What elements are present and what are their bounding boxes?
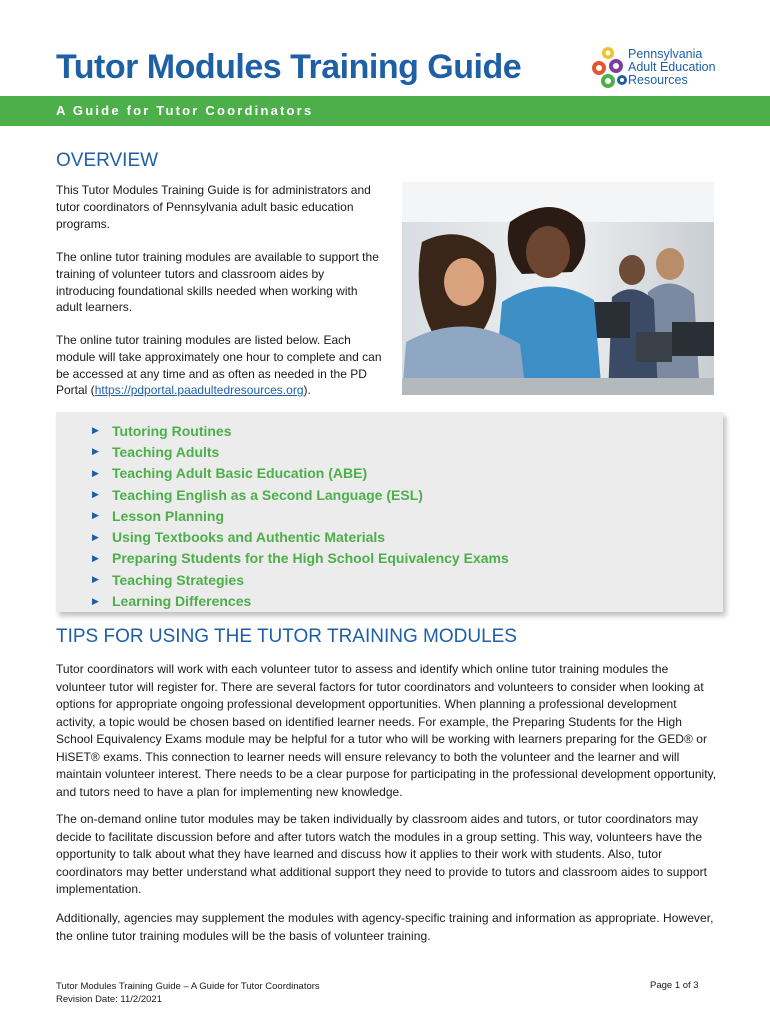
- module-label: Lesson Planning: [112, 507, 225, 524]
- module-item-lesson-planning: [92, 505, 509, 526]
- logo-line-1: Pennsylvania: [628, 47, 703, 61]
- pa-adult-ed-resources-logo: [590, 44, 740, 92]
- logo-wordmark: [628, 48, 716, 87]
- footer-revision-date: Revision Date: 11/2/2021: [56, 994, 162, 1005]
- triangle-right-icon: ▶: [92, 552, 99, 563]
- module-item-hse-exams: [92, 548, 509, 569]
- pd-portal-link[interactable]: https://pdportal.paadultedresources.org: [94, 383, 304, 398]
- page-footer: [56, 980, 320, 1006]
- document-subtitle: A Guide for Tutor Coordinators: [56, 103, 314, 118]
- module-label: Tutoring Routines: [112, 422, 232, 439]
- triangle-right-icon: ▶: [92, 595, 99, 606]
- subtitle-banner: [0, 96, 770, 126]
- modules-list: [92, 420, 509, 612]
- module-item-textbooks-materials: [92, 526, 509, 547]
- tips-paragraph-3: Additionally, agencies may supplement the modules with agency-specific training and information as appropriate. However, the online tutor training modules will be the basis of volunteer training.: [56, 911, 714, 943]
- overview-paragraph-3-end: ).: [303, 383, 311, 398]
- module-item-teaching-abe: [92, 463, 509, 484]
- tips-paragraph-2: The on-demand online tutor modules may be taken individually by classroom aides and tutors, or tutor coordinators may decide to facilitate discussion before and after tutors watch the modules in a group setting. This way, volunteers have the opportunity to talk about what they have learned and discuss how it applies to their work with students. Also, tutor coordinators may better understand what additional support they need to provide to tutors and classroom aides to support implementation.: [56, 812, 708, 896]
- tips-paragraph-1: Tutor coordinators will work with each volunteer tutor to assess and identify which online tutor training modules the volunteer tutor will register for. There are several factors for tutor coordinators and volunteers to consider when looking at options for appropriate ongoing professional development opportunities. When planning a professional development activity, a topic would be chosen based on identified learner needs. For example, the Preparing Students for the High School Equivalency Exams module may be helpful for a tutor who will be working with learners preparing for the GED® or HiSET® exams. This connection to learner needs will ensure relevancy to both the volunteer and the learner and will maintain volunteer interest. There needs to be a clear purpose for participating in the professional development opportunity, and tutors need to have a plan for implementing new knowledge.: [56, 662, 717, 799]
- module-label: Preparing Students for the High School Equivalency Exams: [112, 550, 509, 567]
- overview-heading: OVERVIEW: [56, 150, 159, 171]
- overview-paragraph-1: This Tutor Modules Training Guide is for administrators and tutor coordinators of Pennsylvania adult basic education programs.: [56, 183, 371, 231]
- module-label: Teaching Adult Basic Education (ABE): [112, 465, 368, 482]
- overview-paragraph-3: [56, 332, 386, 399]
- modules-list-panel: [56, 412, 723, 612]
- module-item-tutoring-routines: [92, 420, 509, 441]
- triangle-right-icon: ▶: [92, 531, 99, 542]
- students-at-computers-photo: [402, 182, 714, 395]
- module-label: Using Textbooks and Authentic Materials: [112, 529, 386, 546]
- gears-logo-icon: [590, 44, 630, 90]
- logo-line-3: Resources: [628, 73, 688, 87]
- module-item-teaching-strategies: [92, 569, 509, 590]
- triangle-right-icon: ▶: [92, 489, 99, 500]
- module-label: Learning Differences: [112, 593, 252, 610]
- logo-line-2: Adult Education: [628, 60, 716, 74]
- triangle-right-icon: ▶: [92, 467, 99, 478]
- module-label: Teaching Adults: [112, 443, 220, 460]
- overview-paragraph-2: The online tutor training modules are available to support the training of volunteer tutors and classroom aides by introducing foundational skills needed when working with adult learners.: [56, 250, 379, 315]
- triangle-right-icon: ▶: [92, 446, 99, 457]
- module-item-teaching-esl: [92, 484, 509, 505]
- module-item-teaching-adults: [92, 441, 509, 462]
- module-label: Teaching Strategies: [112, 571, 245, 588]
- triangle-right-icon: ▶: [92, 425, 99, 436]
- footer-document-title: Tutor Modules Training Guide – A Guide for Tutor Coordinators: [56, 981, 320, 992]
- module-item-learning-differences: [92, 590, 509, 611]
- document-title: Tutor Modules Training Guide: [56, 48, 522, 86]
- tips-heading: TIPS FOR USING THE TUTOR TRAINING MODULES: [56, 626, 517, 647]
- triangle-right-icon: ▶: [92, 510, 99, 521]
- module-label: Teaching English as a Second Language (ESL): [112, 486, 423, 503]
- overview-paragraph-3-text: The online tutor training modules are listed below. Each module will take approximately one hour to complete and can be accessed at any time and as often as needed in the PD Portal (: [56, 333, 382, 398]
- triangle-right-icon: ▶: [92, 574, 99, 585]
- page-number: Page 1 of 3: [650, 980, 699, 991]
